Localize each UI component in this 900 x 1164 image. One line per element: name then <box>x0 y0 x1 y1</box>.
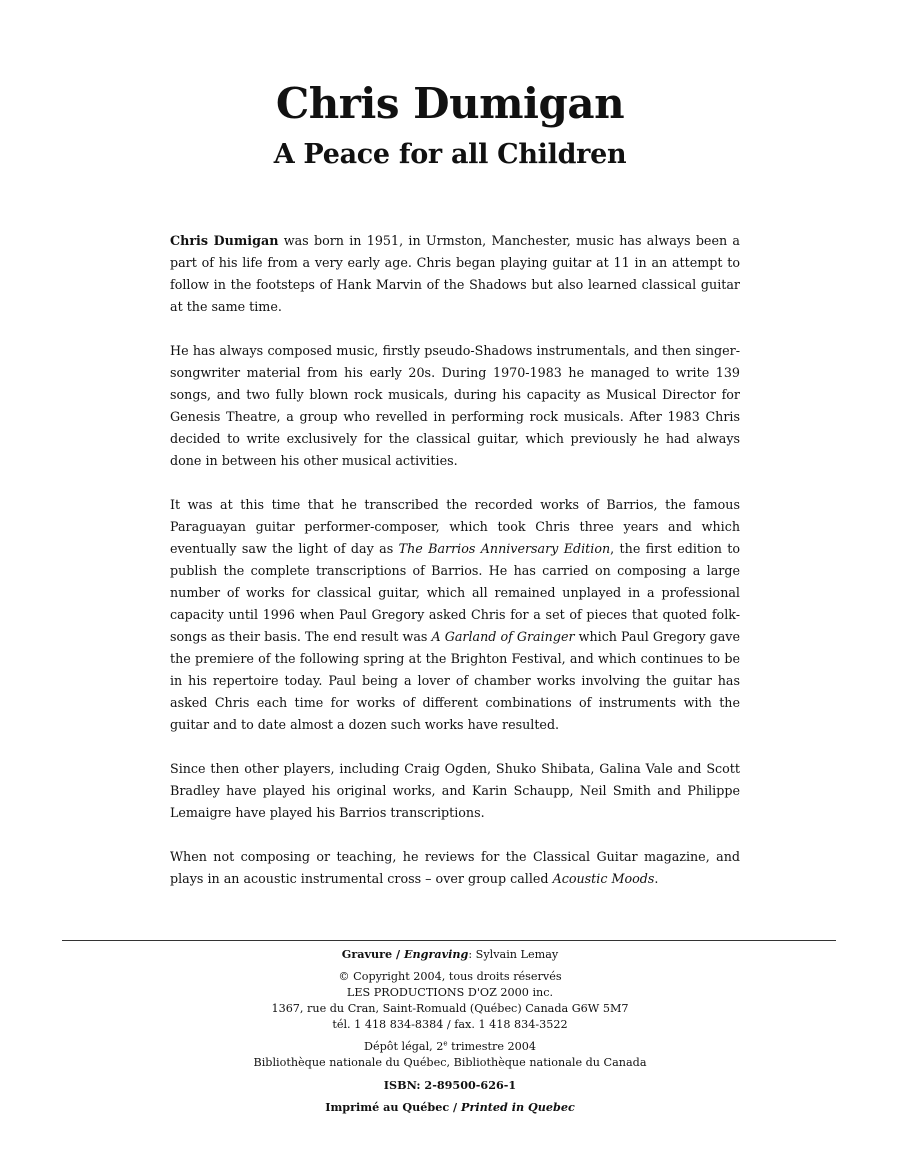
paragraph-5 <box>170 846 740 890</box>
paragraph-5-part-2: . <box>654 871 659 886</box>
engraving-credit <box>0 946 900 963</box>
copyright-line: © Copyright 2004, tous droits réservés <box>338 970 562 983</box>
paragraph-3-part-2: , the first edition to publish the complete transcriptions of Barrios. He has carried on composing a large number of works for classical guitar, which all remained unplayed in a professional capacity until 1996 when Paul Gregory asked Chris for a set of pieces that quoted folk-songs as their basis. The end result was <box>170 541 740 644</box>
engraver-name: : Sylvain Lemay <box>468 948 559 961</box>
paragraph-5-part-1: When not composing or teaching, he reviews for the Classical Guitar magazine, and plays in an acoustic instrumental cross – over group called <box>170 849 740 886</box>
isbn: ISBN: 2-89500-626-1 <box>383 1078 517 1092</box>
garland-of-grainger-title: A Garland of Grainger <box>431 629 575 644</box>
engraving-label-en: Engraving <box>404 947 469 961</box>
paragraph-3-part-3: which Paul Gregory gave the premiere of the following spring at the Brighton Festival, and which continues to be in his repertoire today. Paul being a lover of chamber works involving the guitar has asked Chris each time for works of different combinations of instruments with the guitar and to date almost a dozen such works have resulted. <box>170 629 740 732</box>
divider-rule <box>62 940 836 941</box>
colophon <box>0 946 900 1116</box>
legal-deposit <box>0 1039 900 1055</box>
engraving-label-fr: Gravure / <box>341 947 404 961</box>
acoustic-moods-title: Acoustic Moods <box>552 871 655 886</box>
legal-deposit-sup: e <box>443 1039 448 1048</box>
barrios-edition-title: The Barrios Anniversary Edition <box>398 541 611 556</box>
paragraph-3-part-1: It was at this time that he transcribed the recorded works of Barrios, the famous Paraguayan guitar performer-composer, which took Chris three years and which eventually saw the light of day as <box>170 497 740 556</box>
paragraph-2: He has always composed music, firstly pseudo-Shadows instrumentals, and then singer-songwriter material from his early 20s. During 1970-1983 he managed to write 139 songs, and two fully blown rock musicals, during his capacity as Musical Director for Genesis Theatre, a group who revelled in performing rock musicals. After 1983 Chris decided to write exclusively for the classical guitar, which previously he had always done in between his other musical activities. <box>170 343 740 468</box>
printed-fr: Imprimé au Québec / <box>325 1100 462 1114</box>
paragraph-3 <box>170 494 740 736</box>
publisher-address: 1367, rue du Cran, Saint-Romuald (Québec) Canada G6W 5M7 <box>271 1002 629 1015</box>
legal-deposit-post: trimestre 2004 <box>447 1040 536 1053</box>
publisher-phone: tél. 1 418 834-8384 / fax. 1 418 834-3522 <box>332 1018 568 1031</box>
page-subtitle: A Peace for all Children <box>273 139 627 170</box>
printed-en: Printed in Quebec <box>461 1100 575 1114</box>
paragraph-1 <box>170 230 740 318</box>
page-header <box>0 78 900 172</box>
biography-body <box>170 230 740 912</box>
paragraph-1-text: was born in 1951, in Urmston, Manchester, music has always been a part of his life from a very early age. Chris began playing guitar at 11 in an attempt to follow in the footsteps of Hank Marvin of the Shadows but also learned classical guitar at the same time. <box>170 233 740 314</box>
composer-name-bold: Chris Dumigan <box>170 233 279 248</box>
publisher-name: LES PRODUCTIONS D'OZ 2000 inc. <box>346 986 554 999</box>
printed-in <box>0 1099 900 1116</box>
page-title: Chris Dumigan <box>275 79 625 128</box>
legal-deposit-pre: Dépôt légal, 2 <box>364 1040 444 1053</box>
paragraph-4: Since then other players, including Craig Ogden, Shuko Shibata, Galina Vale and Scott Bradley have played his original works, and Karin Schaupp, Neil Smith and Philippe Lemaigre have played his Barrios transcriptions. <box>170 761 740 820</box>
national-libraries: Bibliothèque nationale du Québec, Bibliothèque nationale du Canada <box>253 1056 647 1069</box>
